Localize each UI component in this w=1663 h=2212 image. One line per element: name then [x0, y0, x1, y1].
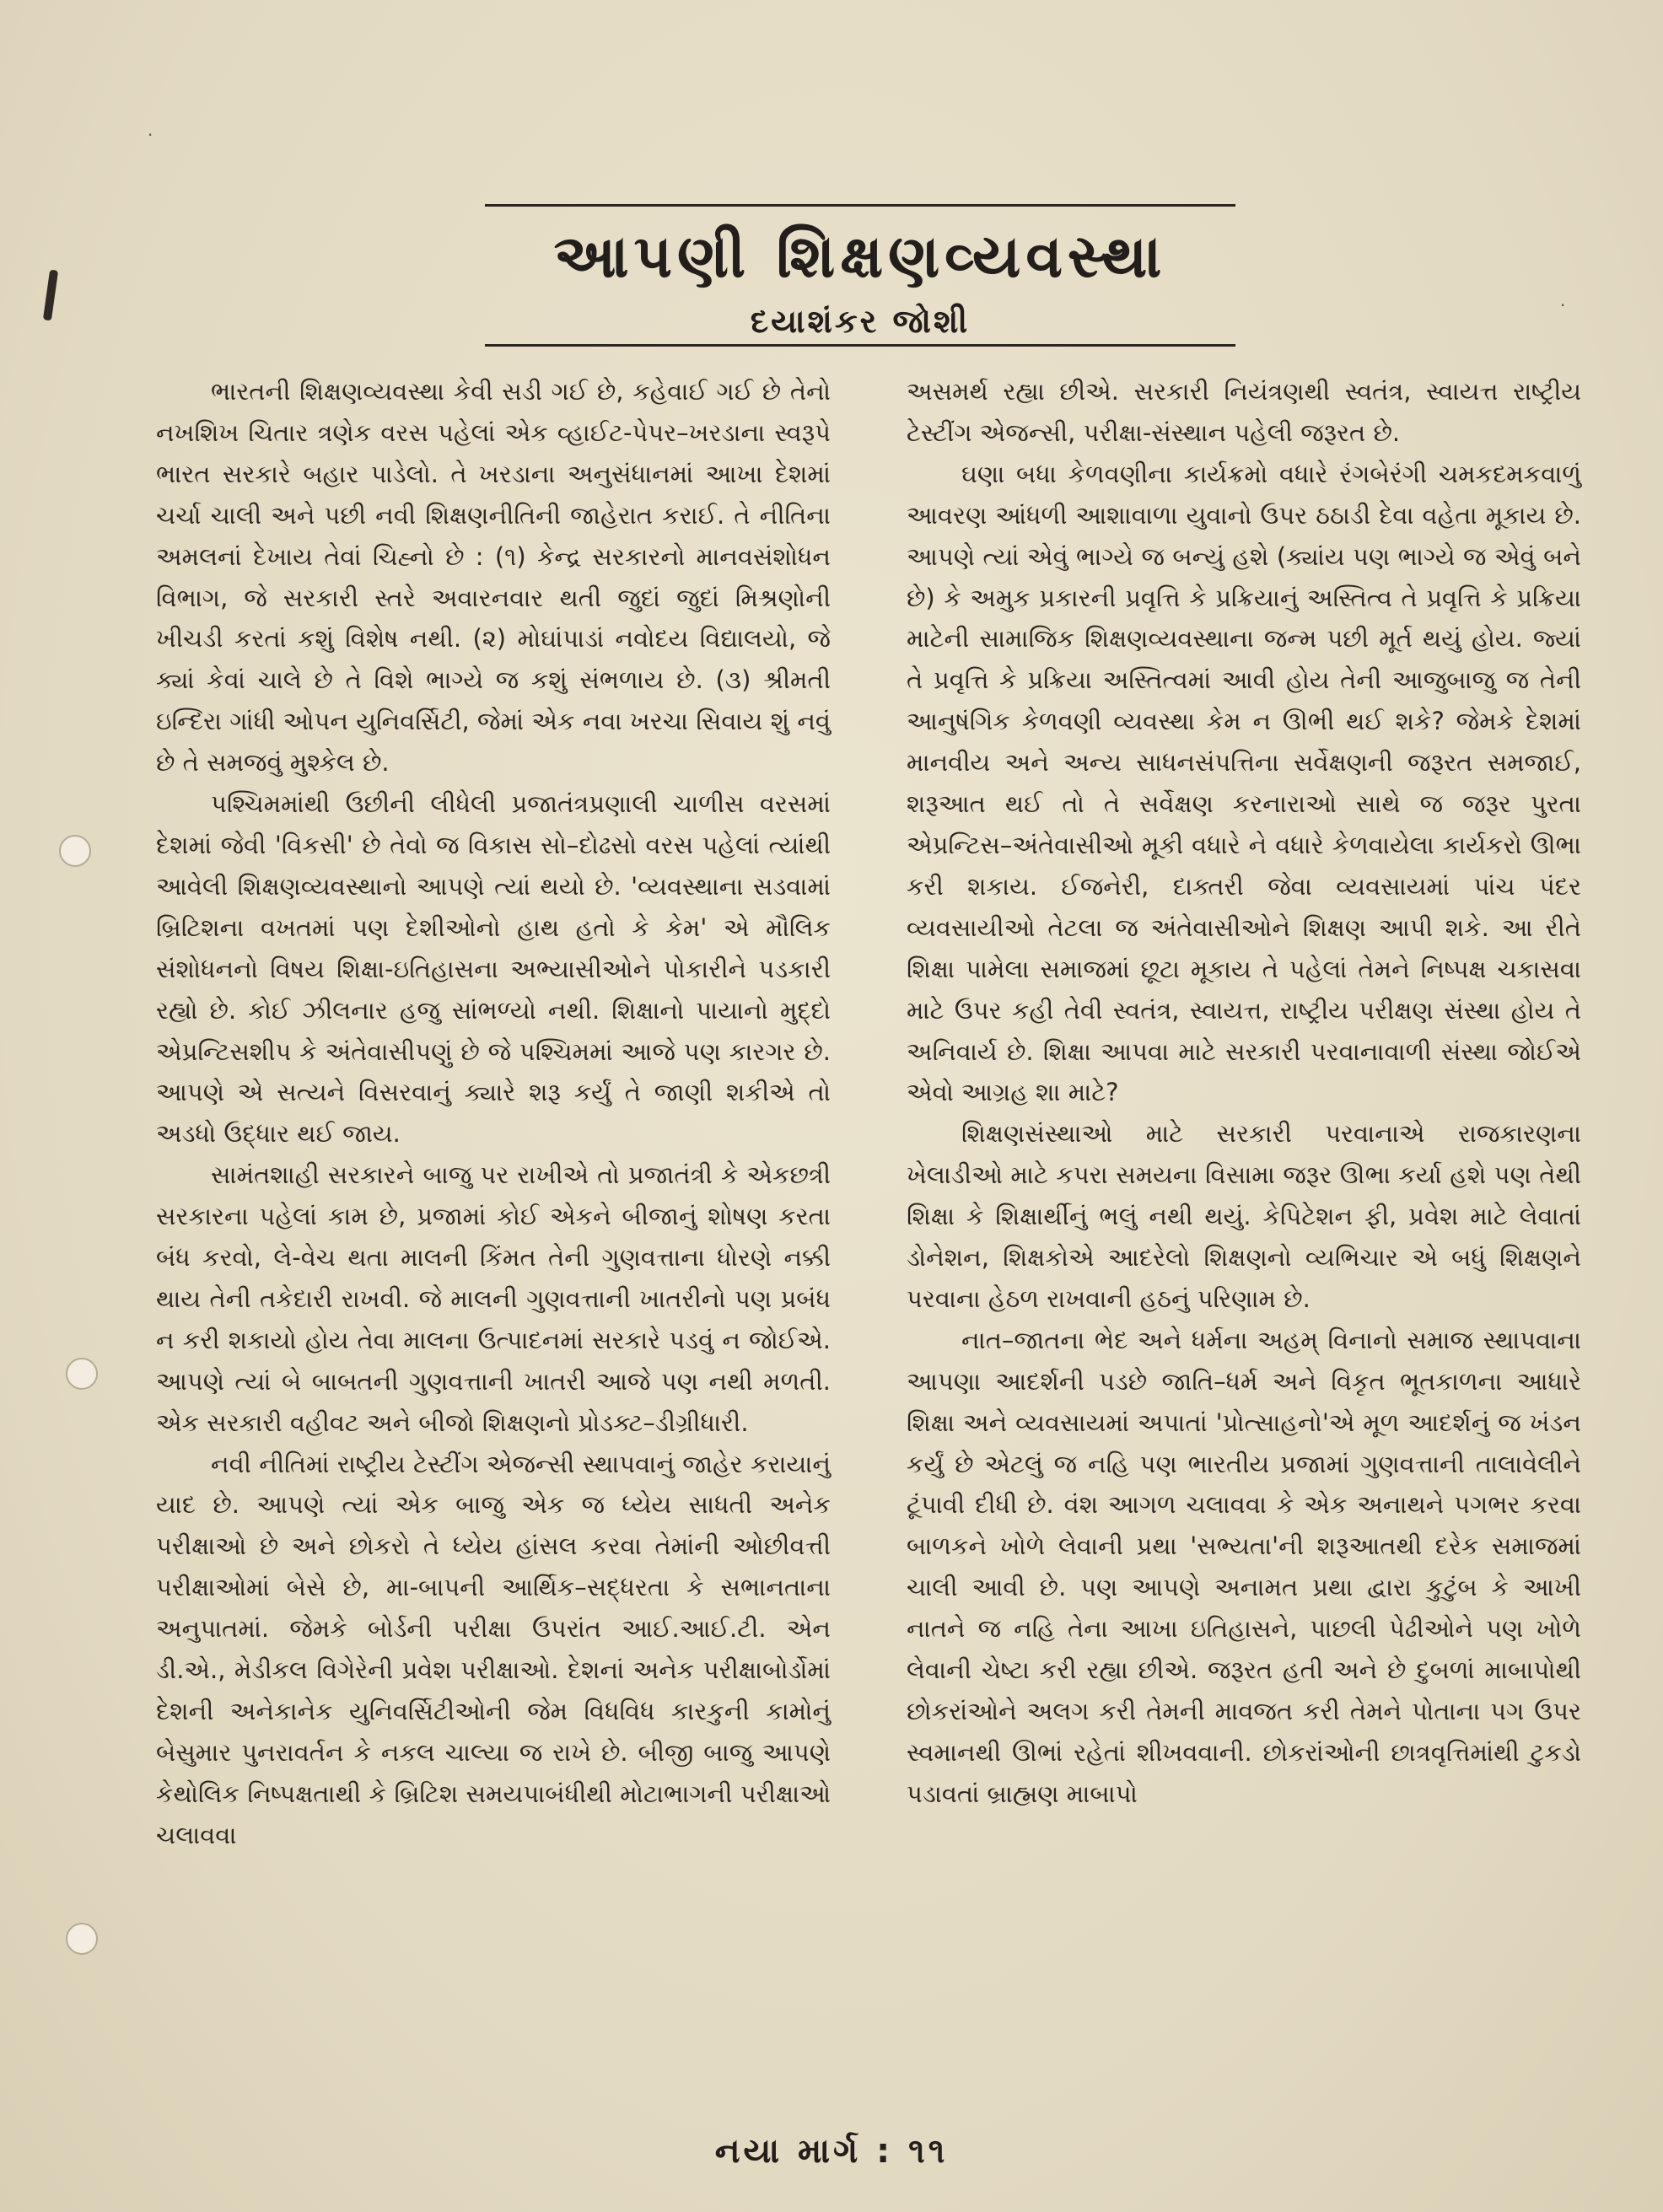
- speck-mark: ·: [1560, 295, 1566, 315]
- title-bottom-rule: [485, 344, 1235, 347]
- magazine-name: નયા માર્ગ: [714, 2132, 862, 2171]
- paragraph: નવી નીતિમાં રાષ્ટ્રીય ટેસ્ટીંગ એજન્સી સ્થાપવાનું જાહેર કરાયાનું યાદ છે. આપણે ત્યાં એક બાજુ એક જ ધ્યેય સાધતી અનેક પરીક્ષાઓ છે અને છોકરો તે ધ્યેય હાંસલ કરવા તેમાંની ઓછીવત્તી પરીક્ષાઓમાં બેસે છે, મા-બાપની આર્થિક–સદ્ધરતા કે સભાનતાના અનુપાતમાં. જેમકે બોર્ડની પરીક્ષા ઉપરાંત આઈ.આઈ.ટી. એન ડી.એ., મેડીકલ વિગેરેની પ્રવેશ પરીક્ષાઓ. દેશનાં અનેક પરીક્ષાબોર્ડોમાં દેશની અનેકાનેક યુનિવર્સિટીઓની જેમ વિધવિધ કારકુની કામોનું બેસુમાર પુનરાવર્તન કે નકલ ચાલ્યા જ રાખે છે. બીજી બાજુ આપણે કેથોલિક નિષ્પક્ષતાથી કે બ્રિટિશ સમયપાબંધીથી મોટાભાગની પરીક્ષાઓ ચલાવવા: [156, 1449, 831, 1849]
- article-author: દયાશંકર જોશી: [750, 303, 971, 340]
- speck-mark: ·: [148, 125, 153, 145]
- footer-separator: :: [876, 2132, 894, 2171]
- page-number: ૧૧: [908, 2132, 949, 2171]
- paragraph: ભારતની શિક્ષણવ્યવસ્થા કેવી સડી ગઈ છે, કહેવાઈ ગઈ છે તેનો નખશિખ ચિતાર ત્રણેક વરસ પહેલાં એક વ્હાઈટ-પેપર–ખરડાના સ્વરૂપે ભારત સરકારે બહાર પાડેલો. તે ખરડાના અનુસંધાનમાં આખા દેશમાં ચર્ચા ચાલી અને પછી નવી શિક્ષણનીતિની જાહેરાત કરાઈ. તે નીતિના અમલનાં દેખાય તેવાં ચિહ્નો છે : (૧) કેન્દ્ર સરકારનો માનવસંશોધન વિભાગ, જે સરકારી સ્તરે અવારનવાર થતી જુદાં જુદાં મિશ્રણોની ખીચડી કરતાં કશું વિશેષ નથી. (૨) મોઘાંપાડાં નવોદય વિદ્યાલયો, જે ક્યાં કેવાં ચાલે છે તે વિશે ભાગ્યે જ કશું સંભળાય છે. (૩) શ્રીમતી ઇન્દિરા ગાંધી ઓપન યુનિવર્સિટી, જેમાં એક નવા ખરચા સિવાય શું નવું છે તે સમજવું મુશ્કેલ છે.: [156, 377, 831, 778]
- binding-hole: [59, 835, 91, 867]
- title-top-rule: [485, 204, 1235, 207]
- left-column: [156, 371, 831, 1856]
- binding-tear-mark: [43, 270, 58, 321]
- paragraph: અસમર્થ રહ્યા છીએ. સરકારી નિયંત્રણથી સ્વતંત્ર, સ્વાયત્ત રાષ્ટ્રીય ટેસ્ટીંગ એજન્સી, પરીક્ષા-સંસ્થાન પહેલી જરૂરત છે.: [907, 377, 1581, 447]
- paragraph: શિક્ષણસંસ્થાઓ માટે સરકારી પરવાનાએ રાજકારણના ખેલાડીઓ માટે કપરા સમયના વિસામા જરૂર ઊભા કર્યા હશે પણ તેથી શિક્ષા કે શિક્ષાર્થીનું ભલું નથી થયું. કેપિટેશન ફી, પ્રવેશ માટે લેવાતાં ડોનેશન, શિક્ષકોએ આદરેલો શિક્ષણનો વ્યભિચાર એ બધું શિક્ષણને પરવાના હેઠળ રાખવાની હઠનું પરિણામ છે.: [907, 1119, 1581, 1313]
- right-column: [907, 371, 1581, 1815]
- binding-hole: [66, 1358, 98, 1390]
- paragraph: ઘણા બધા કેળવણીના કાર્યક્રમો વધારે રંગબેરંગી ચમકદમકવાળું આવરણ આંધળી આશાવાળા યુવાનો ઉપર ઠઠાડી દેવા વહેતા મૂકાય છે. આપણે ત્યાં એવું ભાગ્યે જ બન્યું હશે (ક્યાંય પણ ભાગ્યે જ એવું બને છે) કે અમુક પ્રકારની પ્રવૃત્તિ કે પ્રક્રિયાનું અસ્તિત્વ તે પ્રવૃત્તિ કે પ્રક્રિયા માટેની સામાજિક શિક્ષણવ્યવસ્થાના જન્મ પછી મૂર્ત થયું હોય. જ્યાં તે પ્રવૃત્તિ કે પ્રક્રિયા અસ્તિત્વમાં આવી હોય તેની આજુબાજુ જ તેની આનુષંગિક કેળવણી વ્યવસ્થા કેમ ન ઊભી થઈ શકે? જેમકે દેશમાં માનવીય અને અન્ય સાધનસંપત્તિના સર્વેક્ષણની જરૂરત સમજાઈ, શરૂઆત થઈ તો તે સર્વેક્ષણ કરનારાઓ સાથે જ જરૂર પુરતા એપ્રન્ટિસ–અંતેવાસીઓ મૂકી વધારે ને વધારે કેળવાયેલા કાર્યકરો ઊભા કરી શકાય. ઈજનેરી, દાક્તરી જેવા વ્યવસાયમાં પાંચ પંદર વ્યવસાયીઓ તેટલા જ અંતેવાસીઓને શિક્ષણ આપી શકે. આ રીતે શિક્ષા પામેલા સમાજમાં છૂટા મૂકાય તે પહેલાં તેમને નિષ્પક્ષ ચકાસવા માટે ઉપર કહી તેવી સ્વતંત્ર, સ્વાયત્ત, રાષ્ટ્રીય પરીક્ષણ સંસ્થા હોય તે અનિવાર્ય છે. શિક્ષા આપવા માટે સરકારી પરવાનાવાળી સંસ્થા જોઈએ એવો આગ્રહ શા માટે?: [907, 459, 1581, 1107]
- binding-hole: [66, 1923, 98, 1955]
- article-title: આપણી શિક્ષણવ્યવસ્થા: [553, 222, 1167, 291]
- paragraph: પશ્ચિમમાંથી ઉછીની લીધેલી પ્રજાતંત્રપ્રણાલી ચાળીસ વરસમાં દેશમાં જેવી 'વિકસી' છે તેવો જ વિકાસ સો–દોઢસો વરસ પહેલાં ત્યાંથી આવેલી શિક્ષણવ્યવસ્થાનો આપણે ત્યાં થયો છે. 'વ્યવસ્થાના સડવામાં બ્રિટિશના વખતમાં પણ દેશીઓનો હાથ હતો કે કેમ' એ મૌલિક સંશોધનનો વિષય શિક્ષા-ઇતિહાસના અભ્યાસીઓને પોકારીને પડકારી રહ્યો છે. કોઈ ઝીલનાર હજુ સાંભળ્યો નથી. શિક્ષાનો પાયાનો મુદ્દો એપ્રન્ટિસશીપ કે અંતેવાસીપણું છે જે પશ્ચિમમાં આજે પણ કારગર છે. આપણે એ સત્યને વિસરવાનું ક્યારે શરૂ કર્યું તે જાણી શકીએ તો અડધો ઉદ્ધાર થઈ જાય.: [156, 789, 831, 1149]
- page-footer: [0, 2132, 1663, 2171]
- paragraph: સામંતશાહી સરકારને બાજુ પર રાખીએ તો પ્રજાતંત્રી કે એકછત્રી સરકારના પહેલાં કામ છે, પ્રજામાં કોઈ એકને બીજાનું શોષણ કરતા બંધ કરવો, લે-વેચ થતા માલની કિંમત તેની ગુણવત્તાના ધોરણે નક્કી થાય તેની તકેદારી રાખવી. જે માલની ગુણવત્તાની ખાતરીનો પણ પ્રબંધ ન કરી શકાયો હોય તેવા માલના ઉત્પાદનમાં સરકારે પડવું ન જોઈએ. આપણે ત્યાં બે બાબતની ગુણવત્તાની ખાતરી આજે પણ નથી મળતી. એક સરકારી વહીવટ અને બીજો શિક્ષણનો પ્રોડક્ટ–ડીગ્રીધારી.: [156, 1160, 831, 1437]
- paragraph: નાત–જાતના ભેદ અને ધર્મના અહમ્ વિનાનો સમાજ સ્થાપવાના આપણા આદર્શની પડછે જાતિ–ધર્મ અને વિકૃત ભૂતકાળના આધારે શિક્ષા અને વ્યવસાયમાં અપાતાં 'પ્રોત્સાહનો'એ મૂળ આદર્શનું જ ખંડન કર્યું છે એટલું જ નહિ પણ ભારતીય પ્રજામાં ગુણવત્તાની તાલાવેલીને ટૂંપાવી દીધી છે. વંશ આગળ ચલાવવા કે એક અનાથને પગભર કરવા બાળકને ખોળે લેવાની પ્રથા 'સભ્યતા'ની શરૂઆતથી દરેક સમાજમાં ચાલી આવી છે. પણ આપણે અનામત પ્રથા દ્વારા કુટુંબ કે આખી નાતને જ નહિ તેના આખા ઇતિહાસને, પાછલી પેઢીઓને પણ ખોળે લેવાની ચેષ્ટા કરી રહ્યા છીએ. જરૂરત હતી અને છે દુબળાં માબાપોથી છોકરાંઓને અલગ કરી તેમની માવજત કરી તેમને પોતાના પગ ઉપર સ્વમાનથી ઊભાં રહેતાં શીખવવાની. છોકરાંઓની છાત્રવૃત્તિમાંથી ટુકડો પડાવતાં બ્રાહ્મણ માબાપો: [907, 1325, 1581, 1808]
